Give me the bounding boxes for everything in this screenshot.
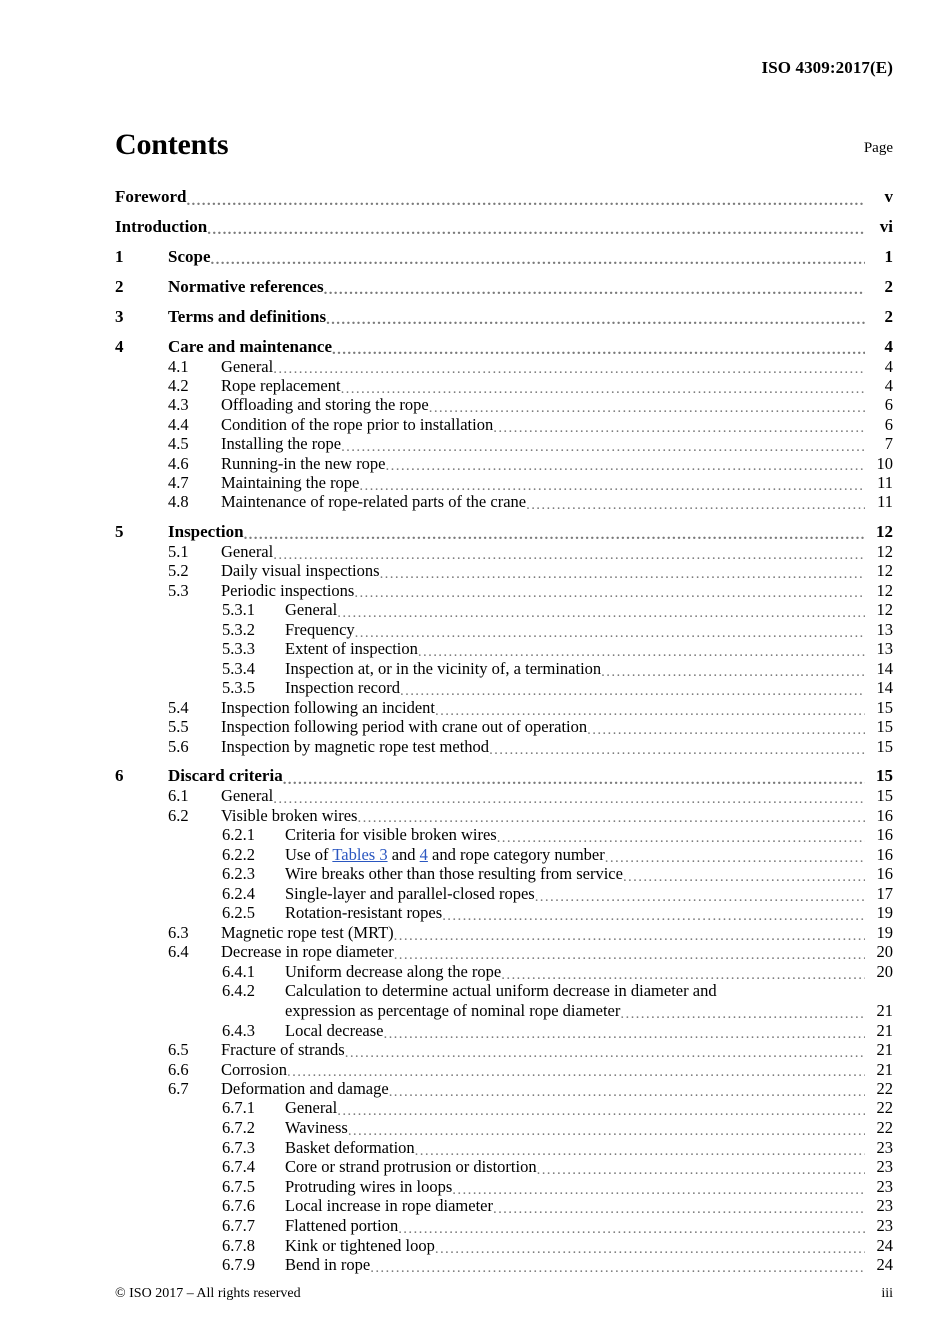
toc-entry-label-text: and bbox=[387, 844, 420, 864]
toc-leader-dots bbox=[383, 1021, 865, 1040]
toc-entry-page: 20 bbox=[876, 961, 893, 981]
toc-leader-dots bbox=[526, 492, 865, 511]
toc-entry[interactable] bbox=[115, 620, 893, 640]
toc-entry[interactable] bbox=[115, 492, 893, 511]
toc-entry-number: 5.3.5 bbox=[222, 678, 255, 698]
toc-entry-number: 5.3 bbox=[168, 580, 189, 600]
toc-leader-dots bbox=[394, 942, 865, 961]
toc-entry-number: 5.2 bbox=[168, 561, 189, 581]
toc-entry-number: 6.5 bbox=[168, 1040, 189, 1060]
toc-entry[interactable] bbox=[115, 806, 893, 825]
toc-entry-label: Corrosion bbox=[221, 1059, 287, 1079]
toc-entry-number: 6.2.4 bbox=[222, 883, 255, 903]
toc-entry-page: 16 bbox=[876, 805, 893, 825]
toc-entry-page: 16 bbox=[876, 844, 893, 864]
toc-entry-label: Basket deformation bbox=[285, 1137, 415, 1157]
toc-entry-label: Calculation to determine actual uniform decrease in diameter and bbox=[285, 981, 717, 1001]
toc-entry-page: 13 bbox=[876, 639, 893, 659]
toc-entry-number: 4.5 bbox=[168, 434, 189, 454]
toc-leader-dots bbox=[493, 1197, 865, 1216]
toc-entry-number: 6.7.9 bbox=[222, 1255, 255, 1275]
toc-entry-page: 23 bbox=[876, 1157, 893, 1177]
toc-entry-label: Daily visual inspections bbox=[221, 561, 380, 581]
toc-leader-dots bbox=[535, 884, 865, 903]
toc-cross-reference-link[interactable]: 4 bbox=[419, 844, 428, 864]
toc-entry-label: Decrease in rope diameter bbox=[221, 942, 394, 962]
toc-entry-page: 6 bbox=[884, 414, 893, 434]
toc-entry-number: 5.3.2 bbox=[222, 619, 255, 639]
page-column-header: Page bbox=[863, 140, 893, 156]
toc-entry[interactable] bbox=[115, 473, 893, 492]
toc-entry-number: 4.4 bbox=[168, 414, 189, 434]
toc-entry-page: 15 bbox=[876, 717, 893, 737]
toc-entry-label: Inspection at, or in the vicinity of, a termination bbox=[285, 658, 602, 678]
toc-entry-number: 6.2.2 bbox=[222, 844, 255, 864]
toc-leader-dots bbox=[354, 581, 865, 600]
toc-cross-reference-link[interactable]: Tables 3 bbox=[332, 844, 388, 864]
toc-entry-label: Flattened portion bbox=[285, 1215, 399, 1235]
toc-leader-dots bbox=[186, 186, 865, 207]
toc-entry-number: 6.7.3 bbox=[222, 1137, 255, 1157]
toc-leader-dots bbox=[273, 786, 865, 805]
toc-leader-dots bbox=[489, 737, 865, 756]
toc-entry-label: Introduction bbox=[115, 216, 208, 236]
toc-entry-label: Core or strand protrusion or distortion bbox=[285, 1157, 537, 1177]
toc-leader-dots bbox=[418, 639, 865, 658]
toc-leader-dots bbox=[442, 904, 865, 923]
copyright-notice: © ISO 2017 – All rights reserved bbox=[115, 1286, 301, 1301]
toc-leader-dots bbox=[380, 561, 865, 580]
toc-entry-page: 15 bbox=[876, 766, 893, 786]
toc-entry-label: Inspection following period with crane out of operation bbox=[221, 717, 588, 737]
toc-entry-label-text: and rope category number bbox=[427, 844, 605, 864]
toc-leader-dots bbox=[244, 521, 865, 542]
toc-leader-dots bbox=[587, 717, 865, 736]
toc-entry[interactable] bbox=[115, 884, 893, 904]
toc-entry-label: Criteria for visible broken wires bbox=[285, 824, 497, 844]
toc-entry-label: Inspection record bbox=[285, 678, 400, 698]
toc-entry-label: General bbox=[285, 1098, 338, 1118]
toc-entry[interactable] bbox=[115, 737, 893, 756]
table-of-contents bbox=[115, 186, 893, 1275]
toc-entry-page: 4 bbox=[884, 356, 893, 376]
toc-entry[interactable] bbox=[115, 864, 893, 884]
toc-entry-number: 4 bbox=[115, 336, 124, 356]
toc-entry-label: Terms and definitions bbox=[168, 306, 327, 326]
toc-leader-dots bbox=[326, 306, 865, 327]
toc-entry-page: 11 bbox=[877, 472, 893, 492]
toc-entry-number: 5.1 bbox=[168, 541, 189, 561]
toc-entry[interactable] bbox=[115, 246, 893, 267]
toc-entry-page: 17 bbox=[876, 883, 893, 903]
toc-entry-number: 6.3 bbox=[168, 922, 189, 942]
toc-leader-dots bbox=[398, 1216, 865, 1235]
toc-entry-label: Inspection by magnetic rope test method bbox=[221, 736, 490, 756]
toc-entry[interactable] bbox=[115, 659, 893, 679]
toc-entry-label: Discard criteria bbox=[168, 766, 283, 786]
toc-entry[interactable] bbox=[115, 1196, 893, 1216]
toc-entry[interactable] bbox=[115, 276, 893, 297]
toc-entry[interactable] bbox=[115, 962, 893, 982]
toc-entry-page: 12 bbox=[876, 580, 893, 600]
toc-entry-page: 23 bbox=[876, 1137, 893, 1157]
toc-entry-page: 21 bbox=[876, 1040, 893, 1060]
toc-entry-label: Uniform decrease along the rope bbox=[285, 961, 502, 981]
toc-entry-page: 20 bbox=[876, 942, 893, 962]
toc-entry-number: 6.4 bbox=[168, 942, 189, 962]
toc-entry-number: 4.6 bbox=[168, 453, 189, 473]
toc-entry-number: 4.3 bbox=[168, 395, 189, 415]
toc-entry-page: v bbox=[884, 187, 893, 206]
toc-entry[interactable] bbox=[115, 395, 893, 414]
toc-entry-number: 6.7 bbox=[168, 1078, 189, 1098]
toc-entry[interactable] bbox=[115, 454, 893, 473]
toc-entry-page: 12 bbox=[876, 521, 893, 541]
toc-entry-page: 15 bbox=[876, 697, 893, 717]
toc-entry[interactable] bbox=[115, 1216, 893, 1236]
toc-entry[interactable] bbox=[115, 1255, 893, 1275]
toc-entry-label: General bbox=[221, 786, 274, 806]
toc-entry-label: Local increase in rope diameter bbox=[285, 1196, 493, 1216]
toc-entry-label: Maintaining the rope bbox=[221, 472, 360, 492]
toc-entry-page: 24 bbox=[876, 1255, 893, 1275]
toc-entry[interactable] bbox=[115, 376, 893, 395]
toc-entry-label: General bbox=[221, 356, 274, 376]
toc-entry-page: 23 bbox=[876, 1176, 893, 1196]
toc-entry-page: 4 bbox=[884, 336, 893, 356]
toc-entry[interactable] bbox=[115, 1040, 893, 1059]
toc-entry[interactable] bbox=[115, 186, 893, 207]
toc-entry-label: Inspection bbox=[168, 521, 244, 541]
toc-leader-dots bbox=[501, 962, 865, 981]
toc-entry[interactable] bbox=[115, 581, 893, 600]
toc-entry-label: Frequency bbox=[285, 619, 355, 639]
toc-leader-dots bbox=[211, 246, 866, 267]
toc-entry[interactable] bbox=[115, 845, 893, 865]
toc-entry[interactable] bbox=[115, 1177, 893, 1197]
toc-leader-dots bbox=[287, 1060, 865, 1079]
contents-title-row bbox=[115, 128, 893, 162]
footer-page-number: iii bbox=[881, 1286, 893, 1301]
toc-entry[interactable] bbox=[115, 717, 893, 736]
toc-entry-number: 6.1 bbox=[168, 786, 189, 806]
toc-leader-dots bbox=[601, 659, 865, 678]
toc-leader-dots bbox=[332, 336, 865, 357]
toc-entry-page: 21 bbox=[876, 1059, 893, 1079]
toc-entry[interactable] bbox=[115, 1060, 893, 1079]
toc-entry-page: 12 bbox=[876, 561, 893, 581]
toc-entry-page: 13 bbox=[876, 619, 893, 639]
toc-entry-label: Periodic inspections bbox=[221, 580, 355, 600]
toc-entry[interactable] bbox=[115, 415, 893, 434]
toc-entry-number: 6.4.3 bbox=[222, 1020, 255, 1040]
toc-entry-number: 2 bbox=[115, 276, 124, 296]
toc-entry-page: 14 bbox=[876, 658, 893, 678]
toc-entry[interactable] bbox=[115, 521, 893, 542]
toc-entry-label: Foreword bbox=[115, 187, 187, 206]
toc-entry-label: Running-in the new rope bbox=[221, 453, 386, 473]
toc-entry[interactable] bbox=[115, 561, 893, 580]
toc-entry-page: 22 bbox=[876, 1078, 893, 1098]
toc-entry-number: 5.5 bbox=[168, 717, 189, 737]
toc-entry[interactable] bbox=[115, 600, 893, 620]
toc-entry-page: 10 bbox=[876, 453, 893, 473]
toc-entry-number: 5 bbox=[115, 521, 124, 541]
toc-entry-number: 5.3.3 bbox=[222, 639, 255, 659]
toc-entry[interactable] bbox=[115, 357, 893, 376]
toc-entry[interactable] bbox=[115, 639, 893, 659]
toc-leader-dots bbox=[452, 1177, 865, 1196]
toc-entry[interactable] bbox=[115, 942, 893, 961]
toc-entry-label: Care and maintenance bbox=[168, 336, 333, 356]
toc-entry[interactable] bbox=[115, 678, 893, 698]
toc-entry-page: 22 bbox=[876, 1098, 893, 1118]
toc-entry-number: 6.7.5 bbox=[222, 1176, 255, 1196]
toc-entry[interactable] bbox=[115, 336, 893, 357]
toc-entry-page: 14 bbox=[876, 678, 893, 698]
toc-entry-number: 6.6 bbox=[168, 1059, 189, 1079]
toc-entry-page: 1 bbox=[884, 246, 893, 266]
toc-entry-number: 6.7.4 bbox=[222, 1157, 255, 1177]
toc-entry-number: 4.7 bbox=[168, 472, 189, 492]
toc-entry-page: 23 bbox=[876, 1215, 893, 1235]
toc-entry-number: 6.7.6 bbox=[222, 1196, 255, 1216]
toc-entry-label-continued: expression as percentage of nominal rope diameter bbox=[285, 1000, 621, 1020]
toc-entry[interactable] bbox=[115, 981, 893, 1020]
toc-leader-dots bbox=[623, 864, 865, 883]
toc-entry[interactable] bbox=[115, 306, 893, 327]
toc-entry[interactable] bbox=[115, 434, 893, 453]
toc-leader-dots bbox=[394, 923, 865, 942]
toc-entry-page: 12 bbox=[876, 541, 893, 561]
toc-entry[interactable] bbox=[115, 765, 893, 786]
toc-entry-number: 6.7.8 bbox=[222, 1235, 255, 1255]
toc-entry-page: 11 bbox=[877, 492, 893, 512]
toc-entry-number: 1 bbox=[115, 246, 124, 266]
toc-leader-dots bbox=[273, 357, 865, 376]
toc-entry[interactable] bbox=[115, 923, 893, 942]
toc-leader-dots bbox=[348, 1118, 865, 1137]
toc-entry-number: 6.4.2 bbox=[222, 981, 255, 1001]
toc-entry-number: 6.7.2 bbox=[222, 1117, 255, 1137]
toc-entry-number: 4.1 bbox=[168, 356, 189, 376]
toc-entry-label: Rope replacement bbox=[221, 375, 341, 395]
toc-entry[interactable] bbox=[115, 1236, 893, 1256]
toc-entry-label: Wire breaks other than those resulting from service bbox=[285, 864, 623, 884]
toc-leader-dots bbox=[400, 679, 865, 698]
toc-entry-label: General bbox=[221, 541, 274, 561]
toc-entry-label: Fracture of strands bbox=[221, 1040, 345, 1060]
toc-entry-label: Single-layer and parallel-closed ropes bbox=[285, 883, 535, 903]
toc-entry-label: Installing the rope bbox=[221, 434, 342, 454]
toc-leader-dots bbox=[207, 216, 865, 237]
toc-entry-page: 16 bbox=[876, 864, 893, 884]
toc-entry-page: 2 bbox=[884, 276, 893, 296]
toc-leader-dots bbox=[537, 1157, 865, 1176]
toc-entry-label: Scope bbox=[168, 246, 211, 266]
toc-entry-label: Visible broken wires bbox=[221, 805, 358, 825]
toc-leader-dots bbox=[435, 698, 865, 717]
page-title: Contents bbox=[115, 128, 229, 161]
toc-entry-page: 19 bbox=[876, 903, 893, 923]
toc-leader-dots bbox=[273, 542, 865, 561]
toc-entry-page: 19 bbox=[876, 922, 893, 942]
toc-entry[interactable] bbox=[115, 1118, 893, 1138]
toc-leader-dots bbox=[359, 473, 865, 492]
toc-entry-number: 4.8 bbox=[168, 492, 189, 512]
toc-entry[interactable] bbox=[115, 1157, 893, 1177]
toc-entry-label: Offloading and storing the rope bbox=[221, 395, 429, 415]
toc-entry-label: Waviness bbox=[285, 1117, 348, 1137]
toc-leader-dots bbox=[370, 1255, 865, 1274]
toc-leader-dots bbox=[620, 1001, 865, 1020]
toc-leader-dots bbox=[429, 395, 865, 414]
toc-entry-page: 7 bbox=[884, 434, 893, 454]
toc-entry-label: Rotation-resistant ropes bbox=[285, 903, 443, 923]
toc-entry-page: 15 bbox=[876, 786, 893, 806]
toc-entry-number: 6.4.1 bbox=[222, 961, 255, 981]
toc-entry-number: 5.3.4 bbox=[222, 658, 255, 678]
toc-entry[interactable] bbox=[115, 1098, 893, 1118]
toc-entry-number: 6.7.7 bbox=[222, 1215, 255, 1235]
toc-leader-dots bbox=[389, 1079, 865, 1098]
toc-entry-label bbox=[285, 845, 605, 865]
toc-leader-dots bbox=[497, 825, 865, 844]
toc-entry-label: Magnetic rope test (MRT) bbox=[221, 922, 394, 942]
toc-leader-dots bbox=[337, 1099, 865, 1118]
toc-leader-dots bbox=[355, 620, 865, 639]
toc-entry-number: 6.2 bbox=[168, 805, 189, 825]
toc-entry-page: 24 bbox=[876, 1235, 893, 1255]
toc-entry-number: 5.4 bbox=[168, 697, 189, 717]
toc-entry-label: Kink or tightened loop bbox=[285, 1235, 435, 1255]
toc-entry-page: 2 bbox=[884, 306, 893, 326]
toc-entry-page: vi bbox=[879, 216, 893, 236]
toc-leader-dots bbox=[324, 276, 865, 297]
toc-leader-dots bbox=[357, 806, 865, 825]
toc-leader-dots bbox=[493, 415, 865, 434]
toc-entry[interactable] bbox=[115, 903, 893, 923]
toc-leader-dots bbox=[386, 454, 865, 473]
toc-entry[interactable] bbox=[115, 786, 893, 805]
toc-leader-dots bbox=[415, 1138, 865, 1157]
toc-entry-label-text: Use of bbox=[285, 844, 333, 864]
toc-leader-dots bbox=[435, 1236, 865, 1255]
toc-leader-dots bbox=[337, 600, 865, 619]
toc-leader-dots bbox=[605, 845, 865, 864]
toc-entry-number: 6.2.5 bbox=[222, 903, 255, 923]
toc-entry-label: Normative references bbox=[168, 276, 324, 296]
toc-entry-number: 5.3.1 bbox=[222, 599, 255, 619]
toc-entry-number: 4.2 bbox=[168, 375, 189, 395]
toc-entry-page: 21 bbox=[876, 1020, 893, 1040]
toc-entry[interactable] bbox=[115, 698, 893, 717]
toc-entry-label: Bend in rope bbox=[285, 1255, 371, 1275]
toc-entry-page: 23 bbox=[876, 1196, 893, 1216]
toc-entry[interactable] bbox=[115, 1079, 893, 1098]
toc-entry-label: Protruding wires in loops bbox=[285, 1176, 453, 1196]
toc-entry-number: 6.2.1 bbox=[222, 824, 255, 844]
toc-leader-dots bbox=[341, 434, 865, 453]
toc-entry-number: 6.2.3 bbox=[222, 864, 255, 884]
toc-entry-label: Condition of the rope prior to installation bbox=[221, 414, 494, 434]
toc-entry[interactable] bbox=[115, 542, 893, 561]
toc-entry-label: Inspection following an incident bbox=[221, 697, 435, 717]
toc-entry[interactable] bbox=[115, 216, 893, 237]
toc-entry-page: 12 bbox=[876, 599, 893, 619]
toc-entry-label: Extent of inspection bbox=[285, 639, 418, 659]
toc-entry-page: 6 bbox=[884, 395, 893, 415]
toc-entry-number: 6.7.1 bbox=[222, 1098, 255, 1118]
toc-entry-label: General bbox=[285, 599, 338, 619]
toc-entry-label: Deformation and damage bbox=[221, 1078, 389, 1098]
toc-entry-number: 3 bbox=[115, 306, 124, 326]
toc-entry-label: Local decrease bbox=[285, 1020, 384, 1040]
toc-entry-number: 6 bbox=[115, 766, 124, 786]
toc-entry-label: Maintenance of rope-related parts of the crane bbox=[221, 492, 527, 512]
toc-entry-page: 4 bbox=[884, 375, 893, 395]
toc-entry-page: 22 bbox=[876, 1117, 893, 1137]
document-reference-header: ISO 4309:2017(E) bbox=[761, 58, 893, 77]
toc-entry-page: 16 bbox=[876, 824, 893, 844]
toc-entry-page: 21 bbox=[876, 1000, 893, 1020]
toc-entry[interactable] bbox=[115, 825, 893, 845]
toc-entry[interactable] bbox=[115, 1138, 893, 1158]
toc-entry-page: 15 bbox=[876, 736, 893, 756]
toc-leader-dots bbox=[283, 765, 865, 786]
toc-leader-dots bbox=[345, 1040, 865, 1059]
toc-leader-dots bbox=[341, 376, 865, 395]
toc-entry-number: 5.6 bbox=[168, 736, 189, 756]
toc-entry[interactable] bbox=[115, 1021, 893, 1041]
